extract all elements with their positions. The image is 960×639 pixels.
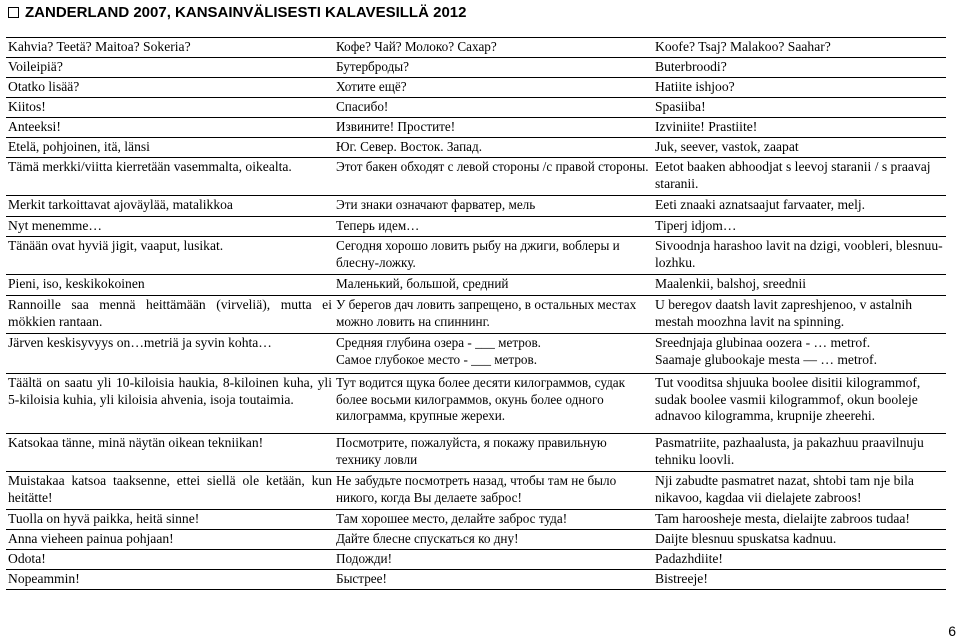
transliteration-cell: Eetot baaken abhoodjat s leevoj staranii / s praavaj staranii. [653,158,946,196]
table-row [6,217,946,237]
finnish-cell: Tänään ovat hyviä jigit, vaaput, lusikat. [6,237,334,275]
finnish-cell: Pieni, iso, keskikokoinen [6,275,334,296]
transliteration-cell: Padazhdiite! [653,550,946,570]
finnish-cell: Etelä, pohjoinen, itä, länsi [6,138,334,158]
russian-cell: Бутерброды? [334,58,653,78]
table-row [6,570,946,590]
russian-cell: Подожди! [334,550,653,570]
finnish-cell: Anteeksi! [6,118,334,138]
transliteration-cell: Eeti znaaki aznatsaajut farvaater, melj. [653,196,946,217]
table-row [6,38,946,58]
transliteration-cell: Bistreeje! [653,570,946,590]
russian-cell: Дайте блесне спускаться ко дну! [334,530,653,550]
finnish-cell: Tämä merkki/viitta kierretään vasemmalta, oikealta. [6,158,334,196]
finnish-cell: Kahvia? Teetä? Maitoa? Sokeria? [6,38,334,58]
finnish-cell: Järven keskisyvyys on…metriä ja syvin kohta… [6,334,334,374]
finnish-cell: Otatko lisää? [6,78,334,98]
russian-cell: У берегов дач ловить запрещено, в остальных местах можно ловить на спиннинг. [334,296,653,334]
russian-cell: Теперь идем… [334,217,653,237]
transliteration-cell: Juk, seever, vastok, zaapat [653,138,946,158]
finnish-cell: Täältä on saatu yli 10-kiloisia haukia, 8-kiloinen kuha, yli 5-kiloisia kuhia, yli kiloisia ahvenia, isoja toutaimia. [6,374,334,434]
finnish-cell: Nopeammin! [6,570,334,590]
russian-cell: Тут водится щука более десяти килограммов, судак более восьми килограммов, окунь более одного килограмма, крупные жерехи. [334,374,653,434]
transliteration-cell: Spasiiba! [653,98,946,118]
finnish-cell: Katsokaa tänne, minä näytän oikean tekniikan! [6,434,334,472]
finnish-cell: Tuolla on hyvä paikka, heitä sinne! [6,510,334,530]
phrasebook-table [6,37,946,590]
table-row [6,530,946,550]
finnish-cell: Anna vieheen painua pohjaan! [6,530,334,550]
phrasebook-rows [6,38,946,590]
russian-cell: Посмотрите, пожалуйста, я покажу правильную технику ловли [334,434,653,472]
table-row [6,58,946,78]
finnish-cell: Merkit tarkoittavat ajoväylää, matalikkoa [6,196,334,217]
transliteration-cell: Tam haroosheje mesta, dielaijte zabroos tudaa! [653,510,946,530]
russian-cell: Не забудьте посмотреть назад, чтобы там не было никого, когда Вы делаете заброс! [334,472,653,510]
russian-cell: Кофе? Чай? Молоко? Сахар? [334,38,653,58]
table-row [6,374,946,434]
russian-cell: Хотите ещё? [334,78,653,98]
table-row [6,472,946,510]
russian-cell: Средняя глубина озера - ___ метров. Самое глубокое место - ___ метров. [334,334,653,374]
transliteration-cell: Koofe? Tsaj? Malakoo? Saahar? [653,38,946,58]
russian-cell: Извините! Простите! [334,118,653,138]
table-row [6,196,946,217]
transliteration-cell: U beregov daatsh lavit zapreshjenoo, v astalnih mestah moozhna lavit na spinning. [653,296,946,334]
finnish-cell: Odota! [6,550,334,570]
russian-cell: Юг. Север. Восток. Запад. [334,138,653,158]
transliteration-cell: Maalenkii, balshoj, sreednii [653,275,946,296]
transliteration-cell: Tiperj idjom… [653,217,946,237]
finnish-cell: Muistakaa katsoa taaksenne, ettei siellä ole ketään, kun heitätte! [6,472,334,510]
russian-cell: Быстрее! [334,570,653,590]
checkbox-square-icon [8,7,19,18]
table-row [6,510,946,530]
finnish-cell: Voileipiä? [6,58,334,78]
table-row [6,334,946,374]
table-row [6,78,946,98]
russian-cell: Спасибо! [334,98,653,118]
table-row [6,158,946,196]
transliteration-cell: Nji zabudte pasmatret nazat, shtobi tam nje bila nikavoo, kagdaa vii dielajete zabroos! [653,472,946,510]
finnish-cell: Kiitos! [6,98,334,118]
transliteration-cell: Izviniite! Prastiite! [653,118,946,138]
table-row [6,98,946,118]
transliteration-cell: Buterbroodi? [653,58,946,78]
table-row [6,275,946,296]
finnish-cell: Rannoille saa mennä heittämään (virveliä), mutta ei mökkien rantaan. [6,296,334,334]
table-row [6,296,946,334]
document-title [8,4,466,21]
transliteration-cell: Tut vooditsa shjuuka boolee disitii kilogrammof, sudak boolee vasmii kilogrammof, okun booleje adnavoo kilogramma, krupnije zheerehi. [653,374,946,434]
table-row [6,237,946,275]
russian-cell: Маленький, большой, средний [334,275,653,296]
russian-cell: Там хорошее место, делайте заброс туда! [334,510,653,530]
russian-cell: Эти знаки означают фарватер, мель [334,196,653,217]
table-row [6,434,946,472]
table-row [6,138,946,158]
document-title-text: ZANDERLAND 2007, KANSAINVÄLISESTI KALAVESILLÄ 2012 [25,4,467,21]
table-row [6,550,946,570]
finnish-cell: Nyt menemme… [6,217,334,237]
russian-cell: Сегодня хорошо ловить рыбу на джиги, воблеры и блесну-ложку. [334,237,653,275]
table-row [6,118,946,138]
transliteration-cell: Sivoodnja harashoo lavit na dzigi, voobleri, blesnuu-lozhku. [653,237,946,275]
transliteration-cell: Daijte blesnuu spuskatsa kadnuu. [653,530,946,550]
russian-cell: Этот бакен обходят с левой стороны /с правой стороны. [334,158,653,196]
transliteration-cell: Sreednjaja glubinaa oozera - … metrof. Saamaje glubookaje mesta — … metrof. [653,334,946,374]
page-number: 6 [948,623,956,639]
transliteration-cell: Hatiite ishjoo? [653,78,946,98]
transliteration-cell: Pasmatriite, pazhaalusta, ja pakazhuu praavilnuju tehniku loovli. [653,434,946,472]
